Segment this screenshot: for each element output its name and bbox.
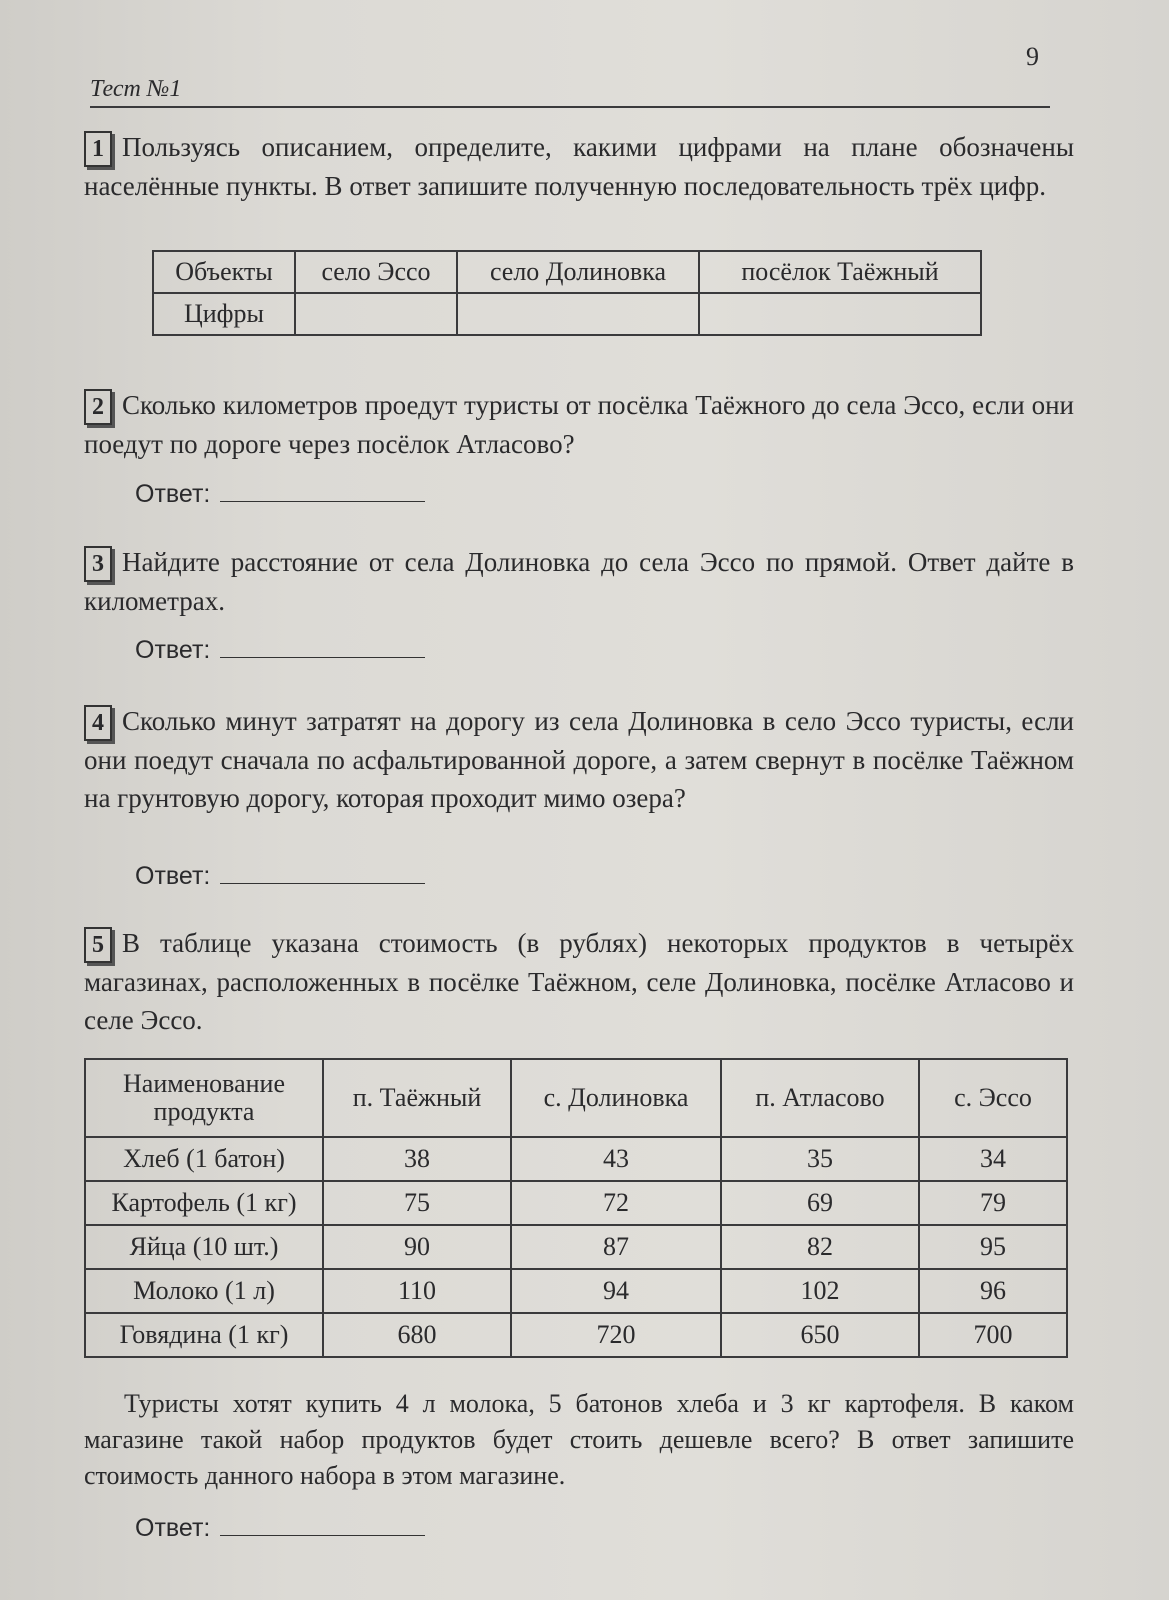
answer-line[interactable] bbox=[220, 483, 425, 502]
table-row bbox=[85, 1181, 1067, 1225]
column-header: с. Эссо bbox=[919, 1059, 1067, 1137]
price-cell: 35 bbox=[721, 1137, 919, 1181]
price-cell: 90 bbox=[323, 1225, 511, 1269]
answer-label: Ответ: bbox=[135, 862, 211, 890]
table-row bbox=[85, 1137, 1067, 1181]
price-cell: 87 bbox=[511, 1225, 721, 1269]
price-cell: 680 bbox=[323, 1313, 511, 1357]
product-name: Говядина (1 кг) bbox=[85, 1313, 323, 1357]
price-cell: 75 bbox=[323, 1181, 511, 1225]
column-header: п. Таёжный bbox=[323, 1059, 511, 1137]
task-number: 2 bbox=[84, 389, 112, 425]
objects-digits-table bbox=[152, 250, 982, 336]
task-5-question bbox=[84, 1386, 1074, 1494]
task-3 bbox=[84, 543, 1074, 620]
price-cell: 650 bbox=[721, 1313, 919, 1357]
task-number: 4 bbox=[84, 705, 112, 741]
price-cell: 95 bbox=[919, 1225, 1067, 1269]
test-title: Тест №1 bbox=[90, 76, 182, 102]
answer-4 bbox=[135, 862, 425, 891]
table-header-row bbox=[85, 1059, 1067, 1137]
table-row bbox=[85, 1225, 1067, 1269]
price-cell: 82 bbox=[721, 1225, 919, 1269]
answer-cell[interactable] bbox=[699, 293, 981, 335]
page-header bbox=[90, 76, 1050, 108]
column-header: Наименование продукта bbox=[85, 1059, 323, 1137]
price-cell: 96 bbox=[919, 1269, 1067, 1313]
price-cell: 700 bbox=[919, 1313, 1067, 1357]
answer-cell[interactable] bbox=[457, 293, 699, 335]
answer-label: Ответ: bbox=[135, 480, 211, 508]
table-row bbox=[85, 1313, 1067, 1357]
column-header: с. Долиновка bbox=[511, 1059, 721, 1137]
answer-line[interactable] bbox=[220, 639, 425, 658]
task-2 bbox=[84, 386, 1074, 463]
task-text: В таблице указана стоимость (в рублях) некоторых продуктов в четырёх магазинах, расположенных в посёлке Таёжном, селе Долиновка, посёлке Атласово и селе Эссо. bbox=[84, 928, 1074, 1035]
price-cell: 43 bbox=[511, 1137, 721, 1181]
task-text: Пользуясь описанием, определите, какими цифрами на плане обозначены населённые пункты. В ответ запишите полученную последовательность трёх цифр. bbox=[84, 132, 1074, 201]
table-cell: посёлок Таёжный bbox=[699, 251, 981, 293]
table-row bbox=[85, 1269, 1067, 1313]
table-row bbox=[153, 293, 981, 335]
answer-5 bbox=[135, 1514, 425, 1543]
answer-cell[interactable] bbox=[295, 293, 457, 335]
task-text: Сколько минут затратят на дорогу из села Долиновка в село Эссо туристы, если они поедут сначала по асфальтированной дороге, а затем свернут в посёлке Таёжном на грунтовую дорогу, которая проходит мимо озера? bbox=[84, 706, 1074, 813]
table-cell: Цифры bbox=[153, 293, 295, 335]
price-cell: 69 bbox=[721, 1181, 919, 1225]
table-cell: село Долиновка bbox=[457, 251, 699, 293]
answer-line[interactable] bbox=[220, 1517, 425, 1536]
product-name: Яйца (10 шт.) bbox=[85, 1225, 323, 1269]
price-cell: 38 bbox=[323, 1137, 511, 1181]
task-number: 5 bbox=[84, 927, 112, 963]
price-cell: 110 bbox=[323, 1269, 511, 1313]
price-cell: 720 bbox=[511, 1313, 721, 1357]
task-5 bbox=[84, 924, 1074, 1039]
column-header: п. Атласово bbox=[721, 1059, 919, 1137]
price-cell: 102 bbox=[721, 1269, 919, 1313]
price-cell: 72 bbox=[511, 1181, 721, 1225]
answer-line[interactable] bbox=[220, 865, 425, 884]
task-4 bbox=[84, 702, 1074, 817]
price-cell: 94 bbox=[511, 1269, 721, 1313]
table-cell: Объекты bbox=[153, 251, 295, 293]
page-number: 9 bbox=[1026, 42, 1039, 71]
task-number: 3 bbox=[84, 546, 112, 582]
answer-2 bbox=[135, 480, 425, 509]
product-name: Молоко (1 л) bbox=[85, 1269, 323, 1313]
table-row bbox=[153, 251, 981, 293]
task-text: Сколько километров проедут туристы от посёлка Таёжного до села Эссо, если они поедут по дороге через посёлок Атласово? bbox=[84, 390, 1074, 459]
price-cell: 34 bbox=[919, 1137, 1067, 1181]
product-name: Хлеб (1 батон) bbox=[85, 1137, 323, 1181]
prices-table bbox=[84, 1058, 1068, 1358]
task-1 bbox=[84, 128, 1074, 205]
answer-label: Ответ: bbox=[135, 636, 211, 664]
task-number: 1 bbox=[84, 131, 112, 167]
task-text: Найдите расстояние от села Долиновка до села Эссо по прямой. Ответ дайте в километрах. bbox=[84, 547, 1074, 616]
table-cell: село Эссо bbox=[295, 251, 457, 293]
answer-3 bbox=[135, 636, 425, 665]
product-name: Картофель (1 кг) bbox=[85, 1181, 323, 1225]
task-text: Туристы хотят купить 4 л молока, 5 батонов хлеба и 3 кг картофеля. В каком магазине такой набор продуктов будет стоить дешевле всего? В ответ запишите стоимость данного набора в этом магазине. bbox=[84, 1389, 1074, 1490]
price-cell: 79 bbox=[919, 1181, 1067, 1225]
answer-label: Ответ: bbox=[135, 1514, 211, 1542]
